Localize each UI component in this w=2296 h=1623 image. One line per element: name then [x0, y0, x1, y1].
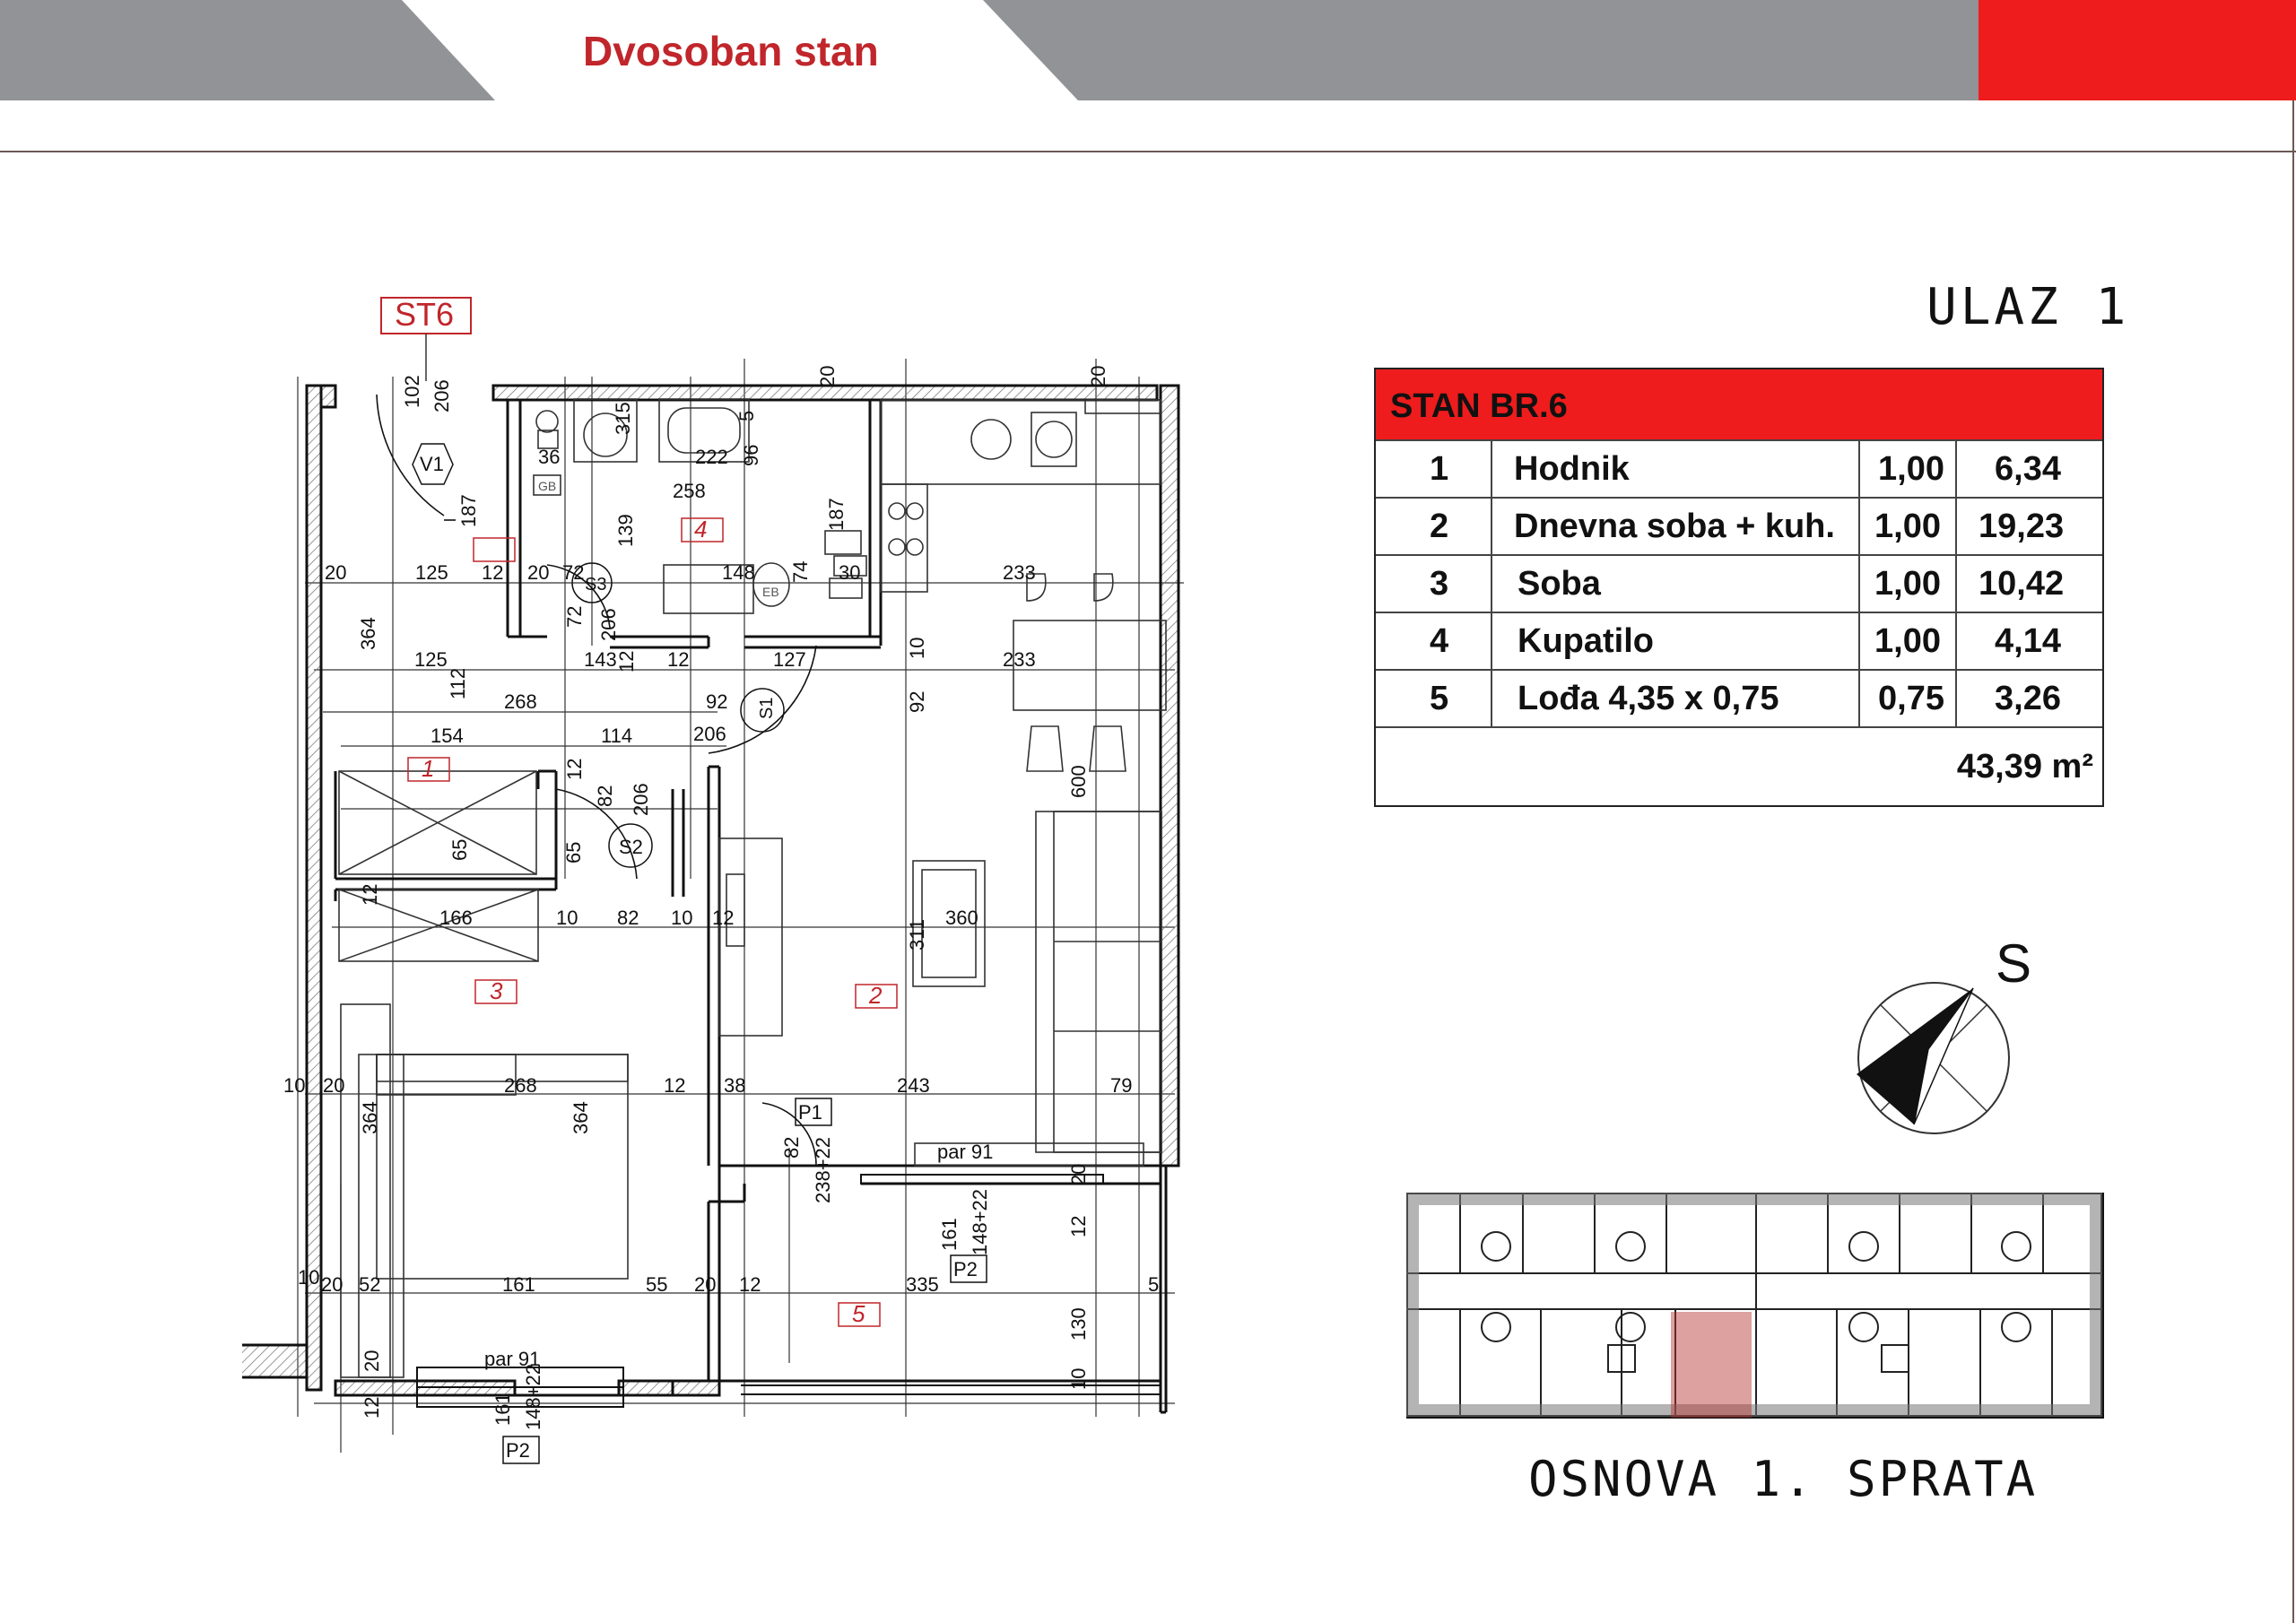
room-coef: 1,00 — [1878, 450, 1944, 488]
dim: 20 — [694, 1273, 717, 1296]
dim: 139 — [614, 514, 637, 547]
table-row — [1376, 612, 2102, 669]
dim: 12 — [667, 648, 690, 671]
dim: 20 — [527, 561, 550, 584]
dim: 82 — [617, 907, 639, 929]
header-divider — [0, 151, 2296, 152]
room-label-4: 4 — [694, 516, 708, 542]
dim: 96 — [740, 444, 762, 466]
dim: 243 — [897, 1074, 930, 1097]
frame-right-border — [2292, 100, 2294, 1623]
compass-label: S — [1996, 933, 2032, 994]
dim: 10 — [283, 1074, 306, 1097]
dim: 74 — [789, 560, 812, 583]
dim: 102 — [401, 375, 423, 408]
dim: 12 — [563, 758, 586, 780]
s2-symbol: S2 — [619, 836, 643, 858]
dim: 127 — [773, 648, 806, 671]
dim: 72 — [563, 605, 586, 628]
dimension-lines — [298, 359, 1184, 1480]
dim: 364 — [357, 617, 379, 650]
room-coef: 0,75 — [1878, 680, 1944, 717]
room-name: Kupatilo — [1518, 622, 1654, 660]
room-area: 3,26 — [1995, 680, 2061, 717]
area-table — [1374, 368, 2104, 807]
total-area-row — [1376, 726, 2102, 805]
dim: 206 — [597, 608, 620, 641]
dim: 65 — [448, 838, 471, 861]
room-area: 10,42 — [1979, 565, 2065, 603]
room-label-5: 5 — [852, 1300, 865, 1327]
row-number: 5 — [1430, 680, 1449, 717]
v1-symbol: V1 — [420, 453, 444, 475]
apartment-number: STAN BR.6 — [1390, 387, 1568, 425]
row-number: 1 — [1430, 450, 1449, 488]
dim: 12 — [664, 1074, 686, 1097]
header-bar — [0, 0, 2296, 100]
row-number: 2 — [1430, 508, 1449, 545]
p2-symbol: P2 — [506, 1439, 530, 1462]
par-91-label: par 91 — [937, 1141, 994, 1163]
dim: 10 — [1067, 1367, 1090, 1390]
dim: 12 — [739, 1273, 761, 1296]
dim: 206 — [430, 379, 453, 412]
dim: 258 — [673, 480, 706, 502]
page-title: Dvosoban stan — [583, 28, 879, 74]
dim: 20 — [325, 561, 347, 584]
dim: 20 — [361, 1350, 383, 1372]
dim: 92 — [706, 690, 728, 713]
room-label-2: 2 — [869, 982, 883, 1009]
table-row — [1376, 497, 2102, 554]
dim: 72 — [562, 561, 585, 584]
room-name: Lođa 4,35 x 0,75 — [1518, 680, 1779, 717]
gb-symbol: GB — [538, 479, 557, 493]
dim: 148 — [722, 561, 755, 584]
dim: 30 — [839, 561, 861, 584]
dim: 112 — [447, 667, 469, 699]
dim: 10 — [556, 907, 578, 929]
dim: 187 — [825, 498, 848, 531]
dim: 38 — [724, 1074, 746, 1097]
table-row — [1376, 669, 2102, 726]
dim: 82 — [780, 1136, 803, 1159]
dim: 364 — [359, 1101, 381, 1134]
dim: 125 — [415, 561, 448, 584]
dim: 161 — [938, 1218, 961, 1251]
row-number: 4 — [1430, 622, 1449, 660]
room-label-1: 1 — [422, 755, 435, 782]
dim: 600 — [1067, 765, 1090, 798]
table-row — [1376, 554, 2102, 612]
dim: 143 — [584, 648, 617, 671]
s3-symbol: S3 — [585, 575, 607, 595]
p1-symbol: P1 — [798, 1101, 822, 1124]
dim: 52 — [359, 1273, 381, 1296]
room-label-3: 3 — [490, 977, 503, 1004]
dimension-texts — [283, 366, 1159, 1430]
dim: 5 — [735, 410, 758, 421]
dim: 12 — [359, 883, 381, 906]
dim: 206 — [693, 723, 726, 745]
compass — [1839, 933, 2054, 1148]
dim: 161 — [502, 1273, 535, 1296]
row-number: 3 — [1430, 565, 1449, 603]
dim: 20 — [323, 1074, 345, 1097]
dim: 125 — [414, 648, 448, 671]
dim: 12 — [1067, 1215, 1090, 1237]
dim: 148+22 — [522, 1363, 544, 1430]
dim: 82 — [594, 785, 616, 807]
par-91-label: par 91 — [484, 1348, 541, 1370]
dim: 315 — [612, 402, 634, 435]
header-red-block — [1979, 0, 2296, 100]
dim: 10 — [298, 1266, 320, 1289]
dim: 238+22 — [812, 1136, 834, 1203]
room-area: 19,23 — [1979, 508, 2065, 545]
p2-symbol: P2 — [953, 1258, 978, 1280]
plan-caption: OSNOVA 1. SPRATA — [1528, 1451, 2039, 1507]
room-coef: 1,00 — [1874, 508, 1941, 545]
dim: 360 — [945, 907, 978, 929]
area-table-header — [1376, 369, 2102, 439]
dim: 161 — [491, 1393, 514, 1426]
entrance-label: ULAZ 1 — [1926, 278, 2130, 336]
room-name: Dnevna soba + kuh. — [1514, 508, 1835, 545]
room-area: 6,34 — [1995, 450, 2061, 488]
dim: 79 — [1110, 1074, 1133, 1097]
stan-tag: ST6 — [395, 296, 455, 333]
dim: 148+22 — [969, 1188, 991, 1255]
header-gray-right — [983, 0, 1979, 100]
dim: 92 — [906, 690, 928, 713]
floor-plan — [242, 287, 1229, 1480]
dim: 130 — [1067, 1307, 1090, 1341]
dim: 335 — [906, 1273, 939, 1296]
room-name: Hodnik — [1514, 450, 1630, 488]
dim: 206 — [630, 783, 652, 816]
table-row — [1376, 439, 2102, 497]
dim: 12 — [361, 1396, 383, 1419]
room-coef: 1,00 — [1874, 565, 1941, 603]
dim: 55 — [646, 1273, 668, 1296]
dim: 65 — [562, 841, 585, 864]
dim: 166 — [439, 907, 473, 929]
dim: 311 — [906, 918, 928, 950]
s1-symbol: S1 — [757, 697, 777, 719]
dim: 233 — [1003, 648, 1036, 671]
dim: 20 — [1087, 365, 1109, 387]
dim: 20 — [321, 1273, 344, 1296]
dim: 20 — [1067, 1163, 1090, 1185]
walls — [242, 386, 1178, 1412]
key-plan — [1406, 1193, 2106, 1426]
dim: 364 — [570, 1101, 592, 1134]
dim: 20 — [816, 365, 839, 387]
dim: 233 — [1003, 561, 1036, 584]
dim: 36 — [538, 446, 561, 468]
doors — [377, 395, 816, 1166]
eb-symbol: EB — [762, 585, 779, 599]
dim: 114 — [601, 725, 633, 747]
room-coef: 1,00 — [1874, 622, 1941, 660]
dim: 268 — [504, 1074, 537, 1097]
dim: 5 — [1148, 1273, 1160, 1296]
header-gray-left — [0, 0, 495, 100]
total-area: 43,39 m² — [1956, 748, 2093, 785]
dim: 12 — [712, 907, 735, 929]
dim: 10 — [671, 907, 693, 929]
dim: 154 — [430, 725, 464, 747]
room-name: Soba — [1518, 565, 1601, 603]
apartment-highlight — [1672, 1313, 1751, 1417]
dim: 187 — [457, 494, 480, 527]
dim: 12 — [615, 650, 638, 673]
dim: 12 — [482, 561, 504, 584]
dim: 268 — [504, 690, 537, 713]
dim: 222 — [695, 446, 728, 468]
room-area: 4,14 — [1995, 622, 2061, 660]
dim: 10 — [906, 637, 928, 659]
